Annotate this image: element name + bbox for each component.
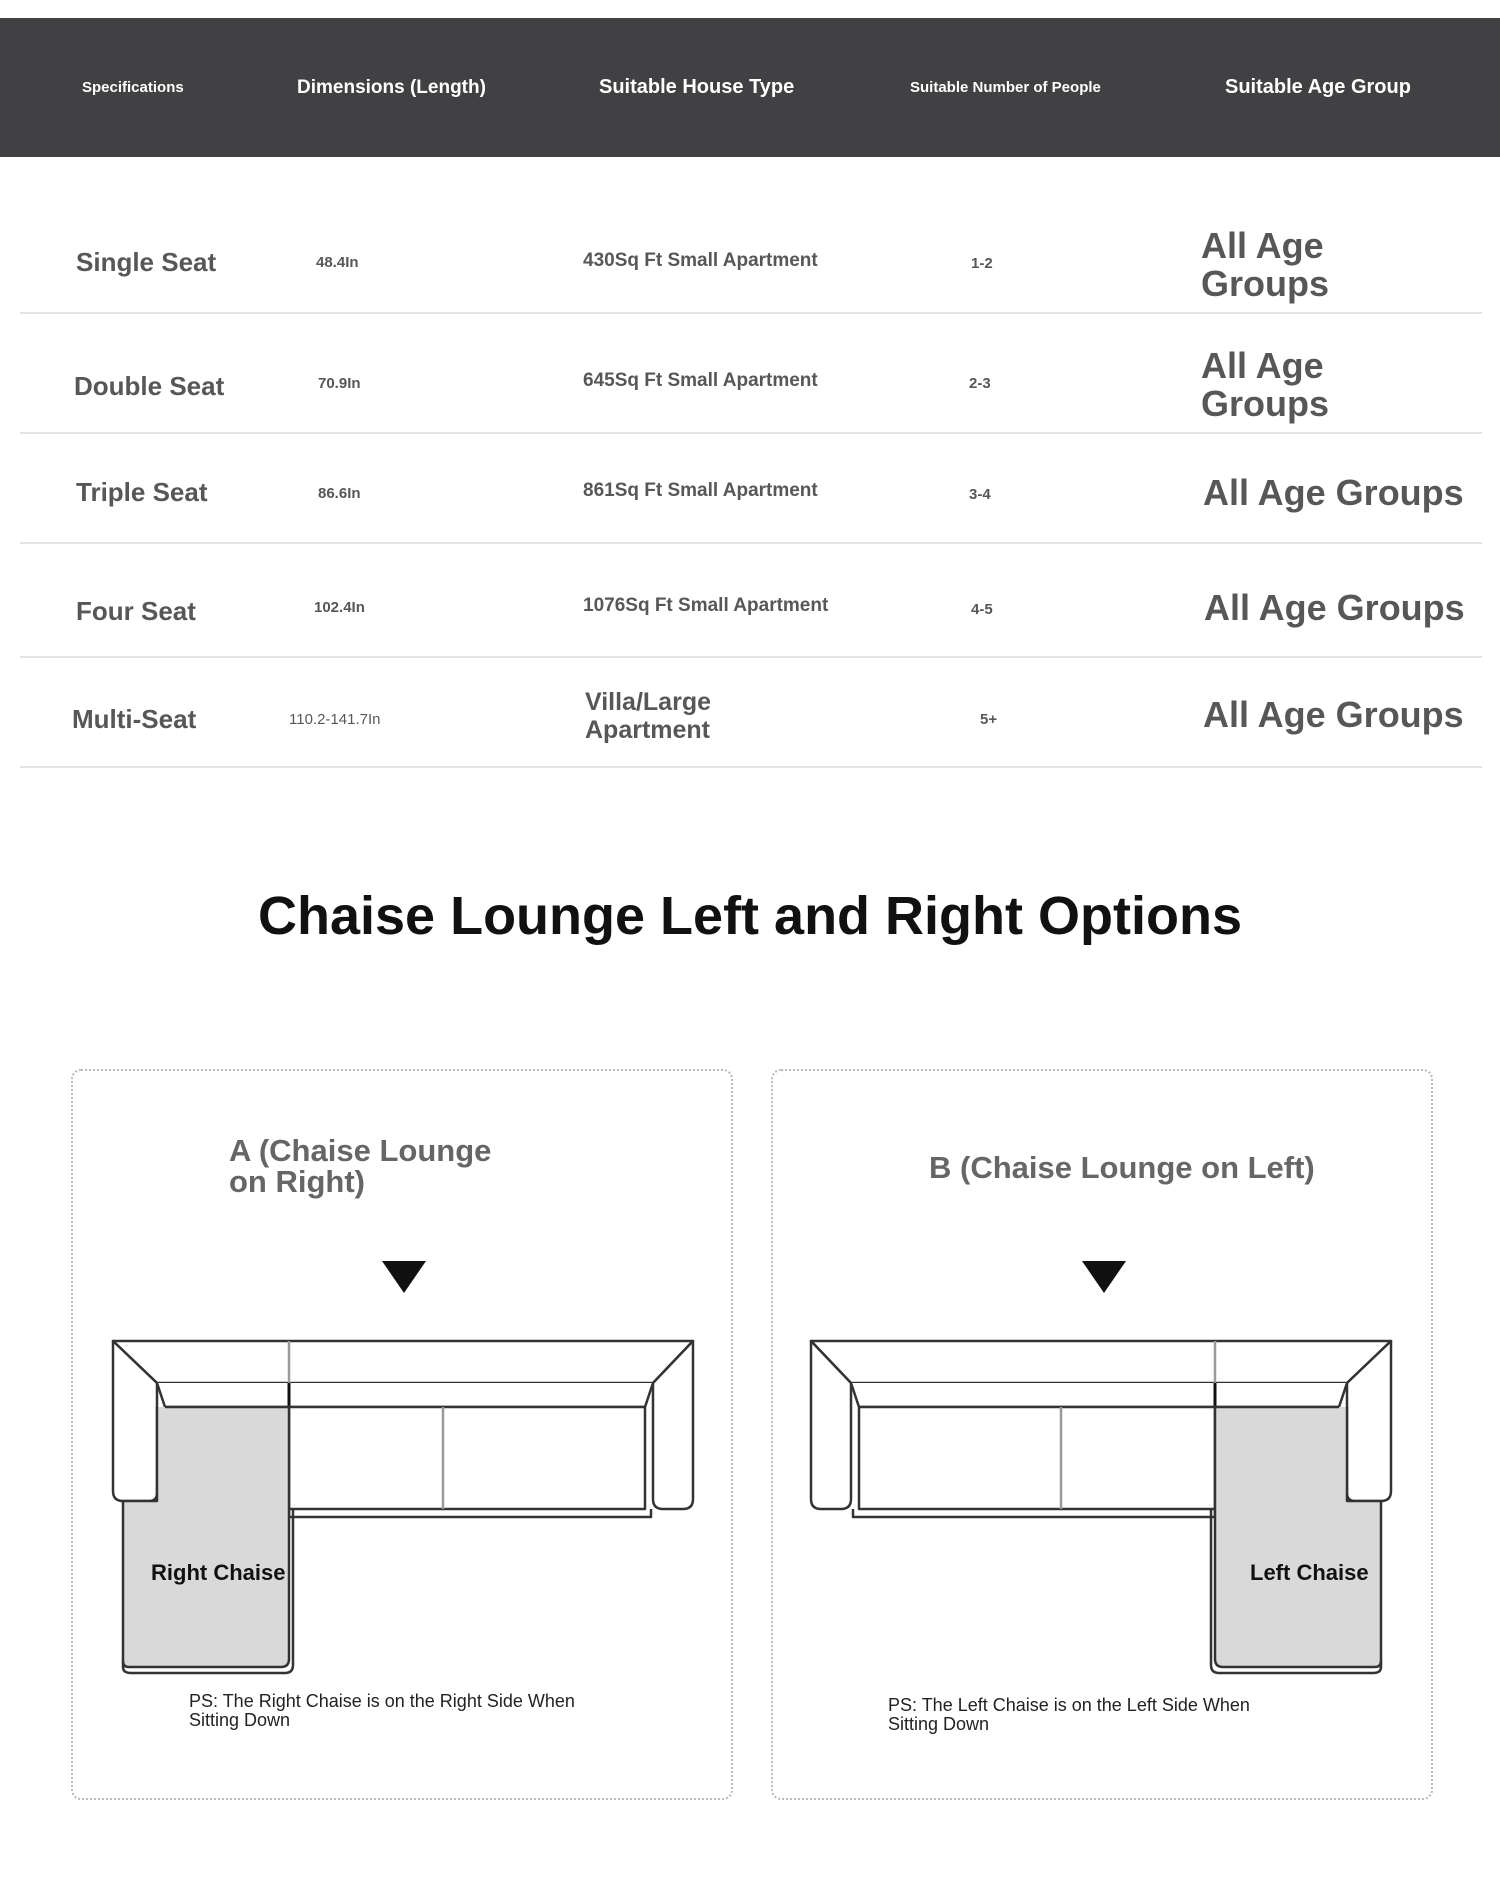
table-header [0,18,1500,157]
cell-spec: Double Seat [74,371,225,401]
row-divider [20,656,1482,658]
cell-age-group: All Age Groups [1203,694,1464,735]
header-house-type: Suitable House Type [599,76,795,98]
cell-house-type: 645Sq Ft Small Apartment [583,370,818,391]
cell-age-group: All Age Groups [1203,472,1464,513]
cell-dimension: 48.4In [316,254,359,271]
left-chaise-sofa-diagram [771,1069,1433,1800]
cell-people: 5+ [980,711,998,728]
row-divider [20,432,1482,434]
cell-age-group: All Age Groups [1204,587,1465,628]
cell-house-type: Villa/Large Apartment [585,688,711,744]
row-divider [20,542,1482,544]
cell-dimension: 70.9In [318,375,361,392]
cell-people: 1-2 [971,255,993,272]
cell-house-type: 430Sq Ft Small Apartment [583,250,818,271]
header-age-group: Suitable Age Group [1225,76,1411,98]
cell-spec: Multi-Seat [72,704,197,734]
cell-age-group: All Age Groups [1201,345,1330,424]
row-divider [20,766,1482,768]
cell-dimension: 110.2-141.7In [289,711,381,728]
option-b-note: PS: The Left Chaise is on the Left Side When Sitting Down [888,1695,1250,1734]
cell-dimension: 86.6In [318,485,361,502]
option-a-title: A (Chaise Lounge on Right) [229,1133,492,1199]
cell-age-group: All Age Groups [1201,225,1330,304]
cell-people: 3-4 [969,486,991,503]
cell-house-type: 1076Sq Ft Small Apartment [583,595,829,616]
header-number-of-people: Suitable Number of People [910,79,1101,96]
header-dimensions: Dimensions (Length) [297,76,486,98]
row-divider [20,312,1482,314]
option-a-note: PS: The Right Chaise is on the Right Side When Sitting Down [189,1691,575,1730]
chaise-label: Right Chaise [151,1560,286,1585]
cell-spec: Single Seat [76,247,217,277]
option-b-title: B (Chaise Lounge on Left) [929,1150,1315,1185]
cell-spec: Four Seat [76,596,196,626]
cell-spec: Triple Seat [76,477,208,507]
cell-house-type: 861Sq Ft Small Apartment [583,480,818,501]
cell-dimension: 102.4In [314,599,365,616]
section-title: Chaise Lounge Left and Right Options [258,886,1242,946]
option-b-panel [771,1069,1433,1800]
header-specifications: Specifications [82,79,184,96]
cell-people: 2-3 [969,375,991,392]
chaise-label: Left Chaise [1250,1560,1369,1585]
option-a-panel [71,1069,733,1800]
cell-people: 4-5 [971,601,993,618]
